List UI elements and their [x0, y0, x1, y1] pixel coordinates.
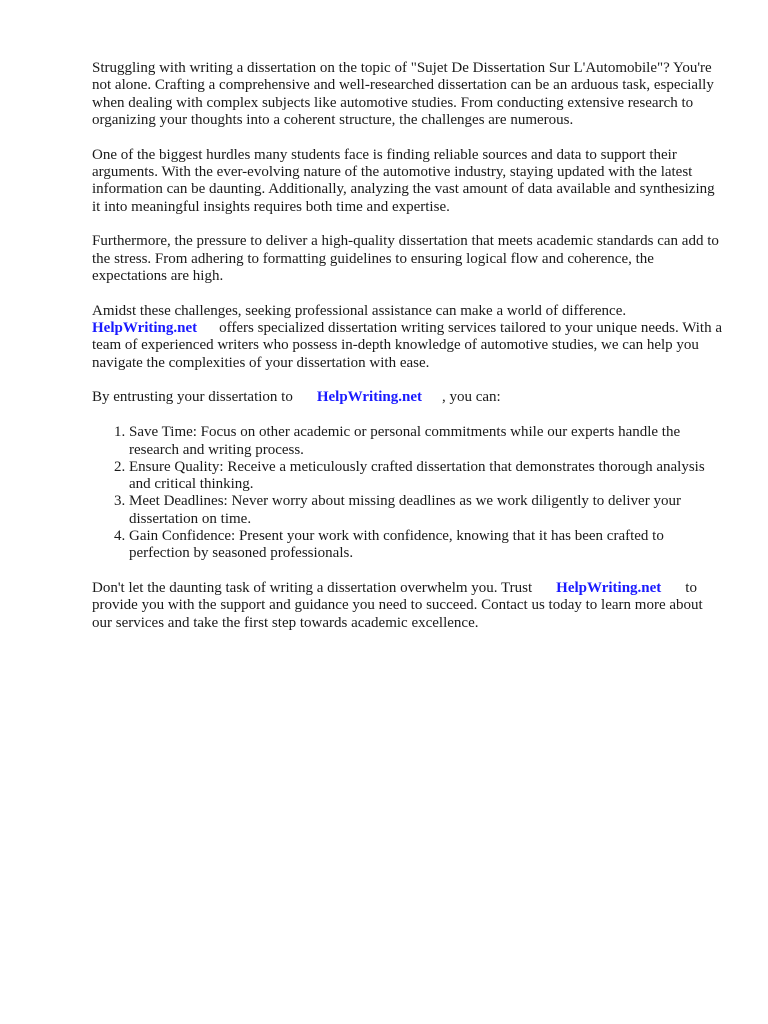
closing-text-before: Don't let the daunting task of writing a dissertation overwhelm you. Trust: [92, 580, 533, 597]
entrust-text-before: By entrusting your dissertation to: [92, 389, 293, 406]
hurdles-paragraph: One of the biggest hurdles many students face is finding reliable sources and data to support their arguments. With the ever-evolving nature of the automotive industry, staying updated with the latest information can be daunting. Additionally, analyzing the vast amount of data available and synthesizing it into meaningful insights requires both time and expertise.: [92, 146, 719, 215]
benefits-list: [92, 424, 722, 562]
list-item: 1. Save Time: Focus on other academic or personal commitments while our experts handle the research and writing process.: [129, 424, 722, 459]
helpwriting-link[interactable]: HelpWriting.net: [556, 580, 662, 597]
entrust-text-after: , you can:: [441, 389, 501, 406]
list-item: 3. Meet Deadlines: Never worry about missing deadlines as we work diligently to deliver your dissertation on time.: [129, 493, 722, 528]
closing-paragraph: [92, 580, 722, 632]
closing-text-after: to provide you with the support and guidance you need to succeed. Contact us today to learn more about our services and take the first step towards academic excellence.: [92, 580, 707, 631]
document-page: [92, 60, 726, 650]
assistance-paragraph: [92, 302, 726, 372]
assistance-text-before: Amidst these challenges, seeking professional assistance can make a world of difference.: [92, 302, 627, 319]
intro-paragraph: Struggling with writing a dissertation on the topic of "Sujet De Dissertation Sur L'Automobile"? You're not alone. Crafting a comprehensive and well-researched dissertation can be an arduous task, especially when dealing with complex subjects like automotive studies. From conducting extensive research to organizing your thoughts into a coherent structure, the challenges are numerous.: [92, 60, 718, 128]
assistance-text-after: offers specialized dissertation writing services tailored to your unique needs. With a team of experienced writers who possess in-depth knowledge of automotive studies, we can help you navigate the complexities of your dissertation with ease.: [92, 320, 726, 371]
list-item: 2. Ensure Quality: Receive a meticulously crafted dissertation that demonstrates thorough analysis and critical thinking.: [129, 459, 722, 494]
entrust-paragraph: [92, 389, 722, 406]
list-item: 4. Gain Confidence: Present your work with confidence, knowing that it has been crafted to perfection by seasoned professionals.: [129, 528, 722, 563]
helpwriting-link[interactable]: HelpWriting.net: [316, 389, 422, 406]
pressure-paragraph: Furthermore, the pressure to deliver a high-quality dissertation that meets academic standards can add to the stress. From adhering to formatting guidelines to ensuring logical flow and coherence, the expectations are high.: [92, 233, 723, 284]
helpwriting-link[interactable]: HelpWriting.net: [92, 320, 198, 337]
